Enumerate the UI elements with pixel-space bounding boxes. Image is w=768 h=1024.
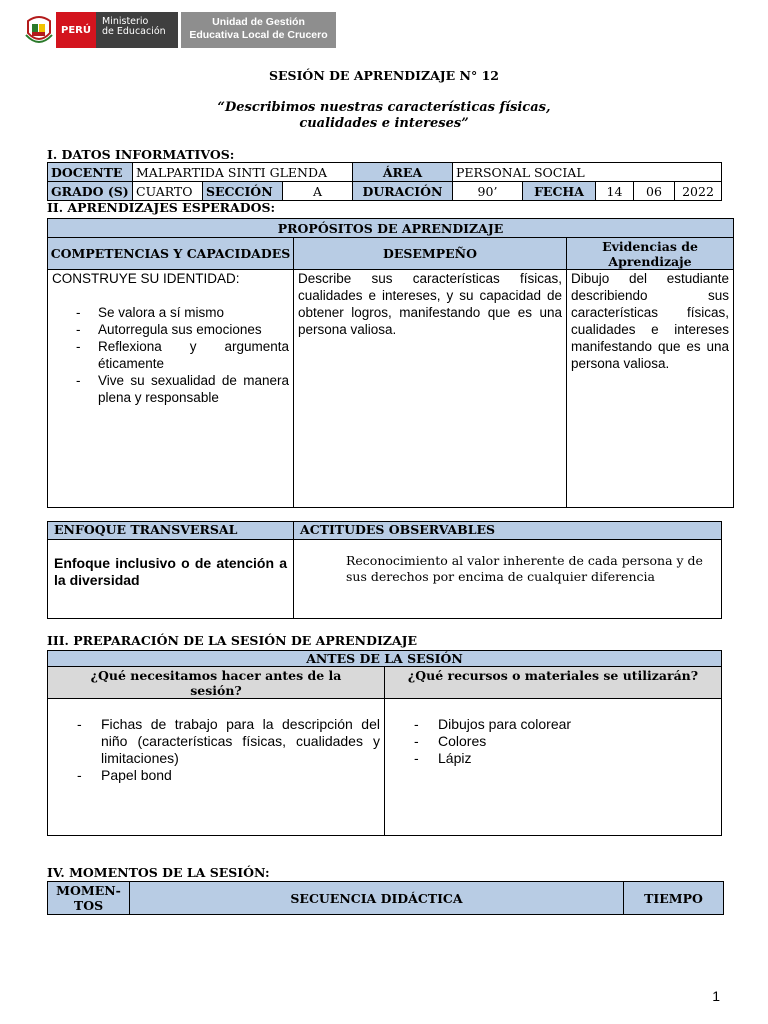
list-item: - Colores [414,733,721,750]
list-item: - Vive su sexualidad de manera plena y responsable [76,372,289,406]
competencia-name: CONSTRUYE SU IDENTIDAD: [52,271,240,286]
list-item: - Se valora a sí mismo [76,304,289,321]
list-item: - Papel bond [77,767,380,784]
section-4-heading: IV. MOMENTOS DE LA SESIÓN: [47,865,270,880]
col-secuencia: SECUENCIA DIDÁCTICA [130,882,624,915]
competencias-cell [48,270,294,508]
peru-logo [56,12,96,48]
recursos-list [414,716,721,767]
antes-title: ANTES DE LA SESIÓN [48,651,722,667]
enfoque-value: Enfoque inclusivo o de atención a la diversidad [48,540,294,619]
ugel-line-2: Educativa Local de Crucero [189,29,328,41]
area-label: ÁREA [353,163,453,182]
section-2-heading: II. APRENDIZAJES ESPERADOS: [47,200,276,215]
grado-label: GRADO (S) [48,182,133,201]
col-momentos: MOMEN-TOS [48,882,130,915]
seccion-value: A [283,182,353,201]
propositos-table [47,218,734,508]
preparacion-table [47,650,722,836]
header-logos [22,12,336,48]
ministry-line-2: de Educación [102,26,166,37]
col-evidencias: Evidencias de Aprendizaje [567,238,734,270]
col-competencias: COMPETENCIAS Y CAPACIDADES [48,238,294,270]
enfoque-table [47,521,722,619]
fecha-year: 2022 [675,182,722,201]
evidencia-cell: Dibujo del estudiante describiendo sus características físicas, cualidades e intereses manifestando que es una persona valiosa. [567,270,734,508]
col-recursos: ¿Qué recursos o materiales se utilizarán? [385,667,722,699]
col-enfoque: ENFOQUE TRANSVERSAL [48,522,294,540]
subtitle-line-1: “Describimos nuestras características físicas, [217,100,551,115]
list-item: - Autorregula sus emociones [76,321,289,338]
propositos-title: PROPÓSITOS DE APRENDIZAJE [48,219,734,238]
col-hacer: ¿Qué necesitamos hacer antes de la sesión? [48,667,385,699]
recursos-cell [385,699,722,836]
fecha-label: FECHA [523,182,596,201]
ministry-logo [96,12,178,48]
hacer-list [77,716,380,784]
area-value: PERSONAL SOCIAL [453,163,722,182]
grado-value: CUARTO [133,182,203,201]
actitud-value: Reconocimiento al valor inherente de cada persona y de sus derechos por encima de cualquier diferencia [294,540,722,619]
desempeno-cell: Describe sus características físicas, cualidades e intereses, y su capacidad de obtener logros, manifestando que es una persona valiosa. [294,270,567,508]
subtitle-line-2: cualidades e intereses” [299,116,469,131]
capacidades-list [52,304,289,406]
ministry-line-1: Ministerio [102,16,149,27]
hacer-cell [48,699,385,836]
coat-of-arms-icon [22,12,56,48]
fecha-month: 06 [634,182,675,201]
seccion-label: SECCIÓN [203,182,283,201]
col-desempeno: DESEMPEÑO [294,238,567,270]
ugel-logo [181,12,336,48]
session-subtitle [0,100,768,132]
list-item: - Dibujos para colorear [414,716,721,733]
col-tiempo: TIEMPO [624,882,724,915]
section-1-heading: I. DATOS INFORMATIVOS: [47,147,235,162]
list-item: - Reflexiona y argumenta éticamente [76,338,289,372]
list-item: - Fichas de trabajo para la descripción del niño (características físicas, cualidades y limitaciones) [77,716,380,767]
col-actitudes: ACTITUDES OBSERVABLES [294,522,722,540]
fecha-day: 14 [596,182,634,201]
datos-table [47,162,722,201]
duracion-value: 90’ [453,182,523,201]
session-title: SESIÓN DE APRENDIZAJE N° 12 [269,68,499,83]
ugel-line-1: Unidad de Gestión [212,16,305,28]
peru-label: PERÚ [61,24,91,36]
section-3-heading: III. PREPARACIÓN DE LA SESIÓN DE APRENDIZAJE [47,633,418,648]
momentos-table [47,881,724,915]
docente-value: MALPARTIDA SINTI GLENDA [133,163,353,182]
docente-label: DOCENTE [48,163,133,182]
list-item: - Lápiz [414,750,721,767]
duracion-label: DURACIÓN [353,182,453,201]
page-number: 1 [712,988,720,1004]
